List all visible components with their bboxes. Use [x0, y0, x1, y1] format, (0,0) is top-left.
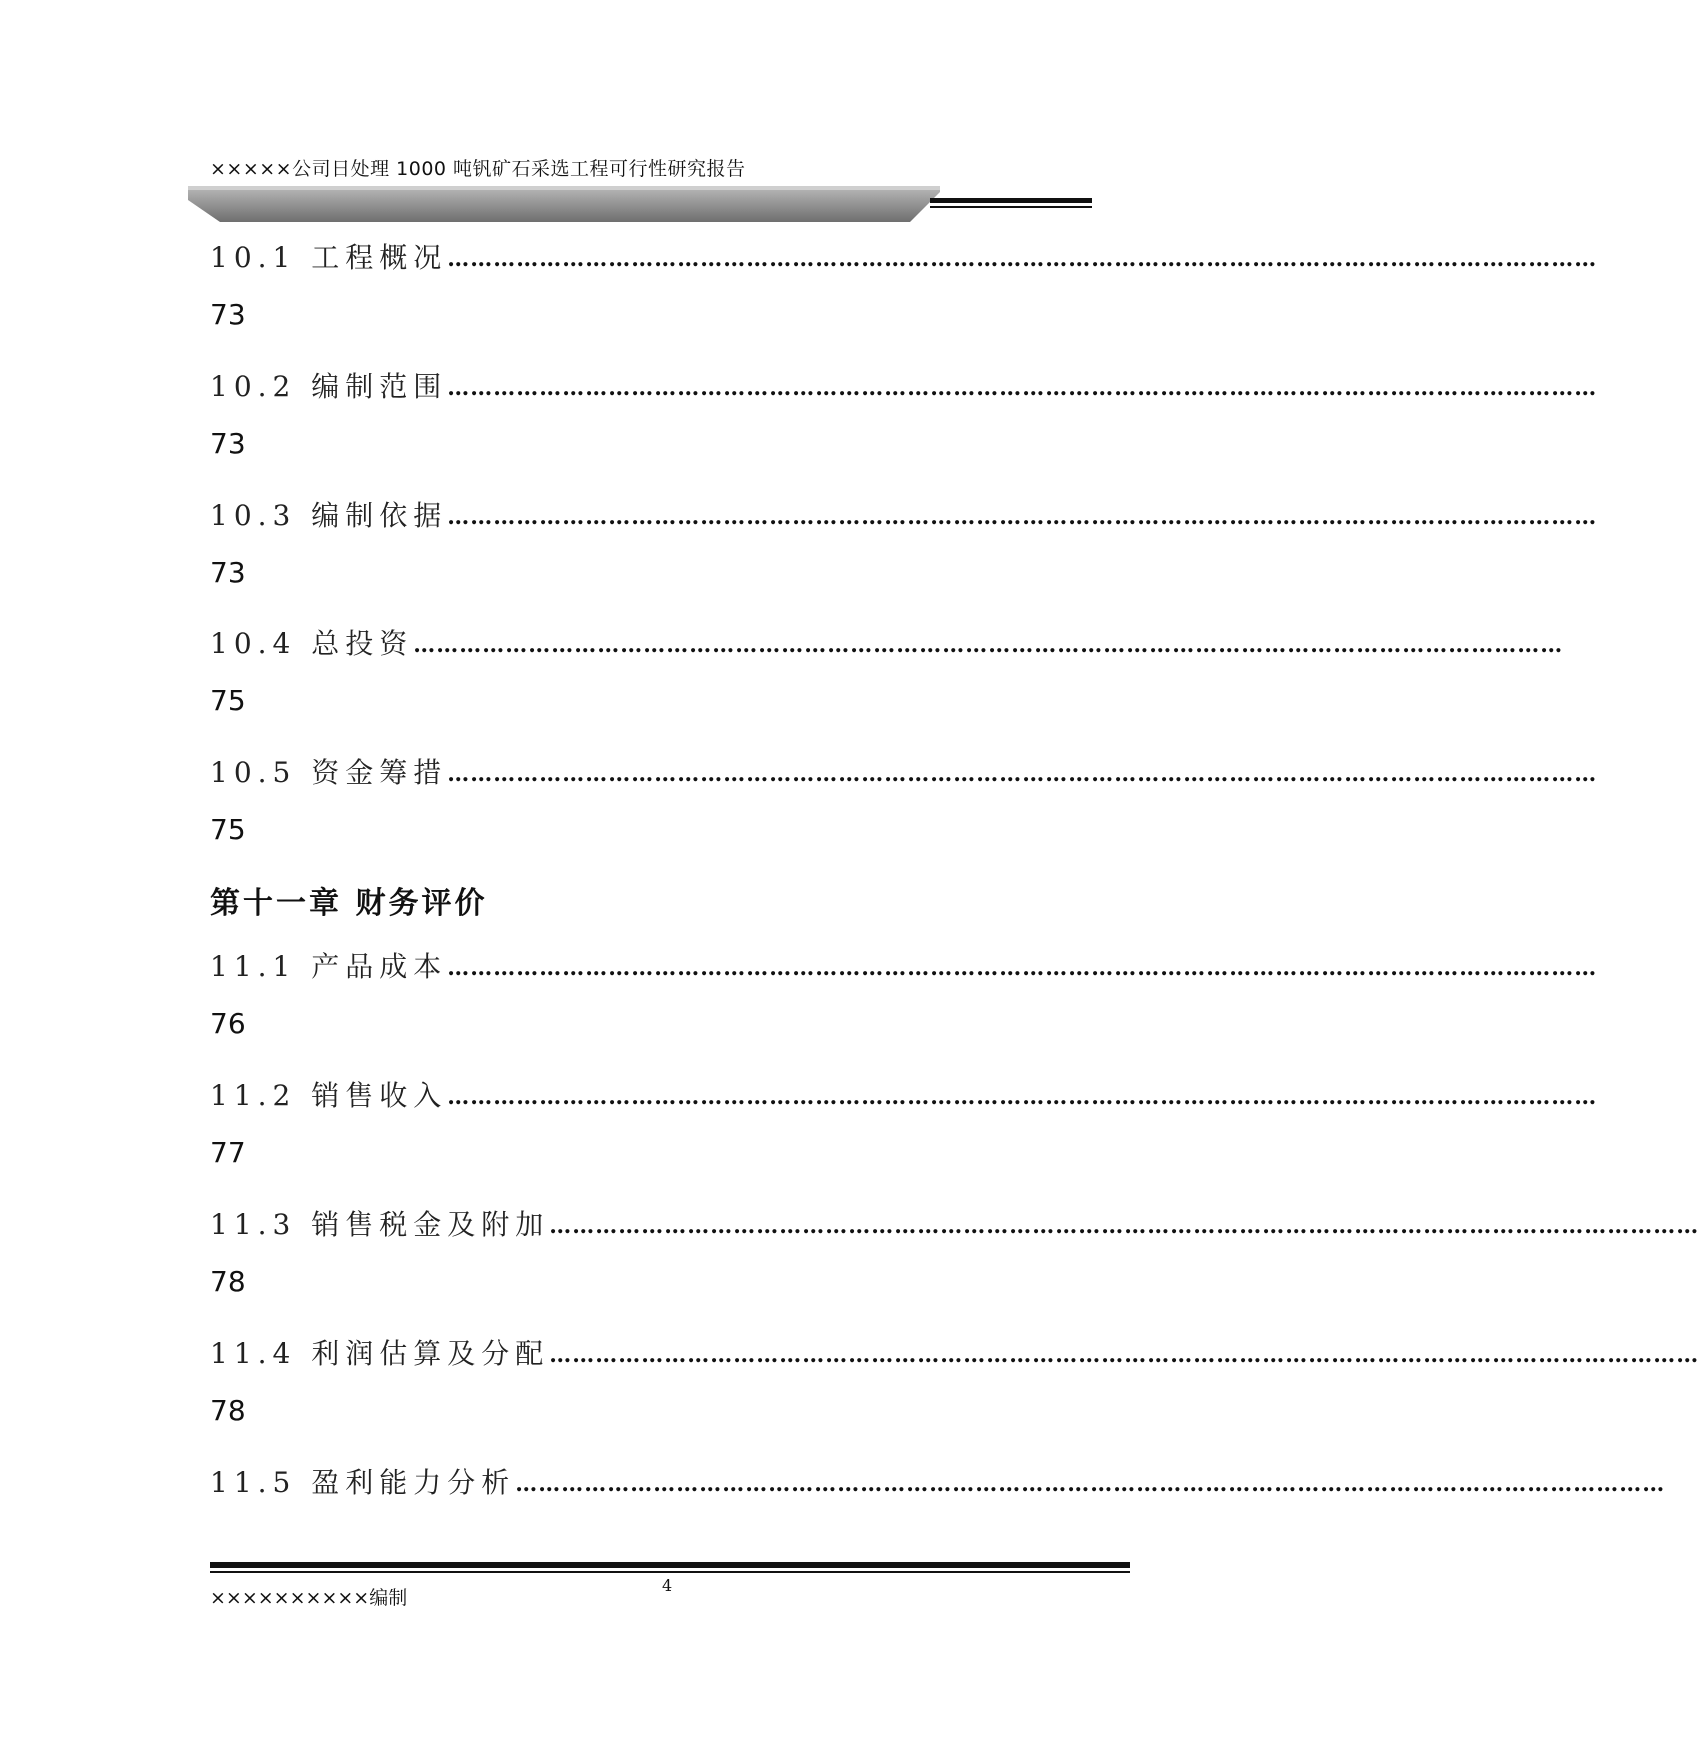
toc-page-number: 78: [210, 1265, 246, 1298]
toc-entry[interactable]: [210, 1074, 1598, 1114]
toc-page-number-row: [210, 298, 1125, 338]
toc-entry-label: 10.3 编制依据: [210, 499, 448, 532]
chapter-title: 第十一章 财务评价: [210, 886, 488, 921]
toc-leader-dots: ……………………………………………………………………………………………………………………………………: [447, 955, 1598, 981]
toc-entry[interactable]: [210, 1461, 1666, 1501]
toc-page-number: 73: [210, 556, 246, 589]
toc-entry-label: 11.3 销售税金及附加: [210, 1208, 550, 1241]
toc-entry[interactable]: [210, 494, 1598, 534]
toc-leader-dots: ……………………………………………………………………………………………………………………………………: [447, 1084, 1598, 1110]
toc-page-number-row: [210, 1265, 1125, 1305]
footer-rule-thin: [210, 1571, 1130, 1573]
toc-leader-dots: ……………………………………………………………………………………………………………………………………: [549, 1342, 1699, 1368]
toc-entry-label: 11.1 产品成本: [210, 950, 448, 983]
header-rule-thin: [930, 206, 1092, 208]
footer-editor: ××××××××××编制: [210, 1587, 408, 1609]
toc-entry-label: 10.5 资金筹措: [210, 756, 448, 789]
toc-entry[interactable]: [210, 945, 1598, 985]
toc-page-number-row: [210, 556, 1125, 596]
toc-leader-dots: ……………………………………………………………………………………………………………………………………: [515, 1471, 1666, 1497]
toc-entry-label: 10.2 编制范围: [210, 370, 448, 403]
header-rule-thick: [930, 198, 1092, 203]
toc-page-number-row: [210, 1394, 1125, 1434]
toc-entry[interactable]: [210, 751, 1598, 791]
toc-entry-label: 10.4 总投资: [210, 627, 414, 660]
toc-entry[interactable]: [210, 236, 1598, 276]
toc-entry-label: 10.1 工程概况: [210, 241, 448, 274]
toc-page-number-row: [210, 684, 1125, 724]
toc-page-number-row: [210, 813, 1125, 853]
toc-entry-label: 11.4 利润估算及分配: [210, 1337, 550, 1370]
toc-leader-dots: ……………………………………………………………………………………………………………………………………: [549, 1213, 1699, 1239]
toc-page-number: 73: [210, 427, 246, 460]
header-title: ×××××公司日处理 1000 吨钒矿石采选工程可行性研究报告: [210, 158, 746, 180]
toc-entry[interactable]: [210, 622, 1564, 662]
toc-leader-dots: ……………………………………………………………………………………………………………………………………: [447, 761, 1598, 787]
toc-page-number: 75: [210, 813, 246, 846]
toc-page-number: 75: [210, 684, 246, 717]
toc-leader-dots: ……………………………………………………………………………………………………………………………………: [413, 632, 1564, 658]
toc-leader-dots: ……………………………………………………………………………………………………………………………………: [447, 375, 1598, 401]
toc-entry[interactable]: [210, 1332, 1699, 1372]
toc-leader-dots: ……………………………………………………………………………………………………………………………………: [447, 504, 1598, 530]
toc-entry[interactable]: [210, 365, 1598, 405]
toc-entry[interactable]: [210, 1203, 1699, 1243]
header-decorative-bar: [188, 186, 940, 222]
footer-rule-thick: [210, 1562, 1130, 1568]
toc-page-number-row: [210, 1136, 1125, 1176]
toc-leader-dots: ……………………………………………………………………………………………………………………………………: [447, 246, 1598, 272]
toc-page-number: 77: [210, 1136, 246, 1169]
toc-entry-label: 11.2 销售收入: [210, 1079, 448, 1112]
toc-page-number: 76: [210, 1007, 246, 1040]
toc-entry-label: 11.5 盈利能力分析: [210, 1466, 516, 1499]
toc-page-number: 78: [210, 1394, 246, 1427]
toc-chapter-heading[interactable]: [210, 878, 1125, 921]
toc-page-number-row: [210, 1007, 1125, 1047]
toc-page-number-row: [210, 427, 1125, 467]
footer-page-number: 4: [662, 1576, 673, 1595]
toc-page-number: 73: [210, 298, 246, 331]
